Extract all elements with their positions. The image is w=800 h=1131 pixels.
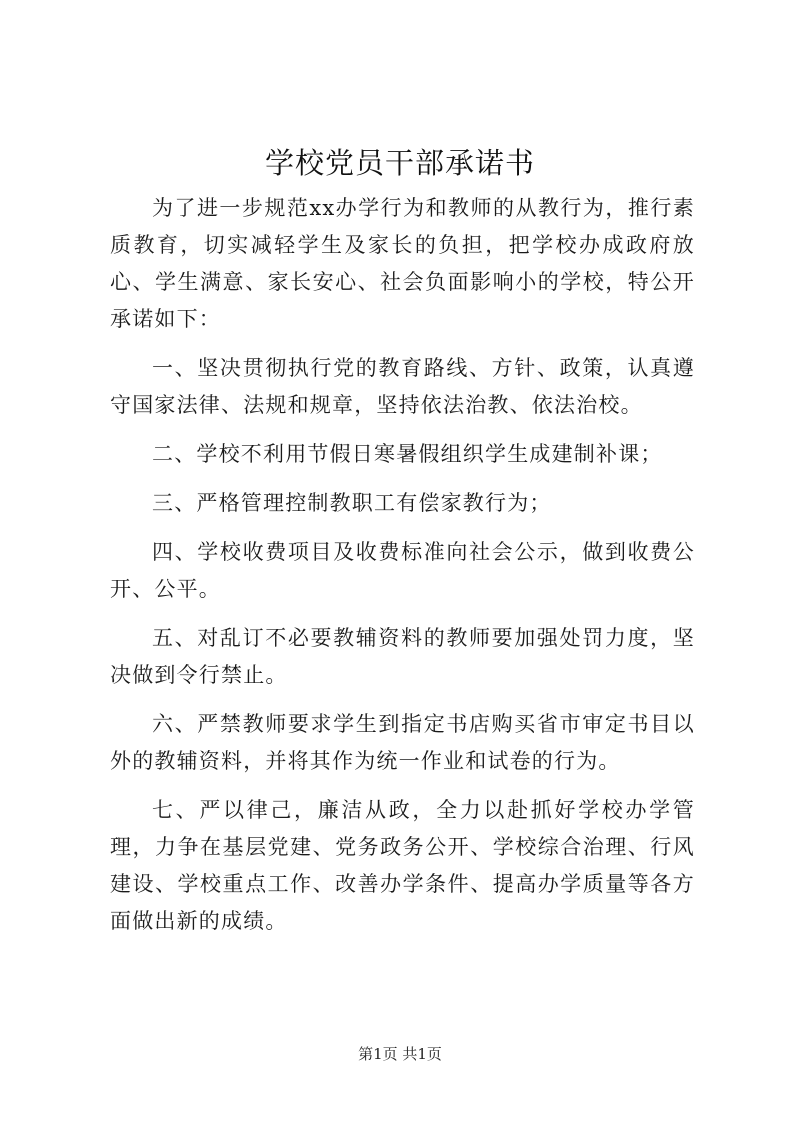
commitment-item-1: 一、坚决贯彻执行党的教育路线、方针、政策，认真遵守国家法律、法规和规章，坚持依法治教、依法治校。	[110, 356, 695, 417]
commitment-item-5: 五、对乱订不必要教辅资料的教师要加强处罚力度，坚决做到令行禁止。	[110, 626, 695, 687]
intro-paragraph: 为了进一步规范xx办学行为和教师的从教行为，推行素质教育，切实减轻学生及家长的负担，把学校办成政府放心、学生满意、家长安心、社会负面影响小的学校，特公开承诺如下：	[110, 196, 695, 331]
commitment-item-2: 二、学校不利用节假日寒暑假组织学生成建制补课；	[152, 442, 663, 466]
document-body	[110, 190, 695, 952]
commitment-item-3: 三、严格管理控制教职工有偿家教行为；	[152, 491, 552, 515]
commitment-item-4: 四、学校收费项目及收费标准向社会公示，做到收费公开、公平。	[110, 540, 695, 601]
page-number-footer: 第1页 共1页	[358, 1045, 442, 1063]
commitment-item-7: 七、严以律己，廉洁从政，全力以赴抓好学校办学管理，力争在基层党建、党务政务公开、学校综合治理、行风建设、学校重点工作、改善办学条件、提高办学质量等各方面做出新的成绩。	[110, 798, 695, 933]
document-title: 学校党员干部承诺书	[264, 146, 535, 180]
commitment-item-6: 六、严禁教师要求学生到指定书店购买省市审定书目以外的教辅资料，并将其作为统一作业和试卷的行为。	[110, 712, 695, 773]
